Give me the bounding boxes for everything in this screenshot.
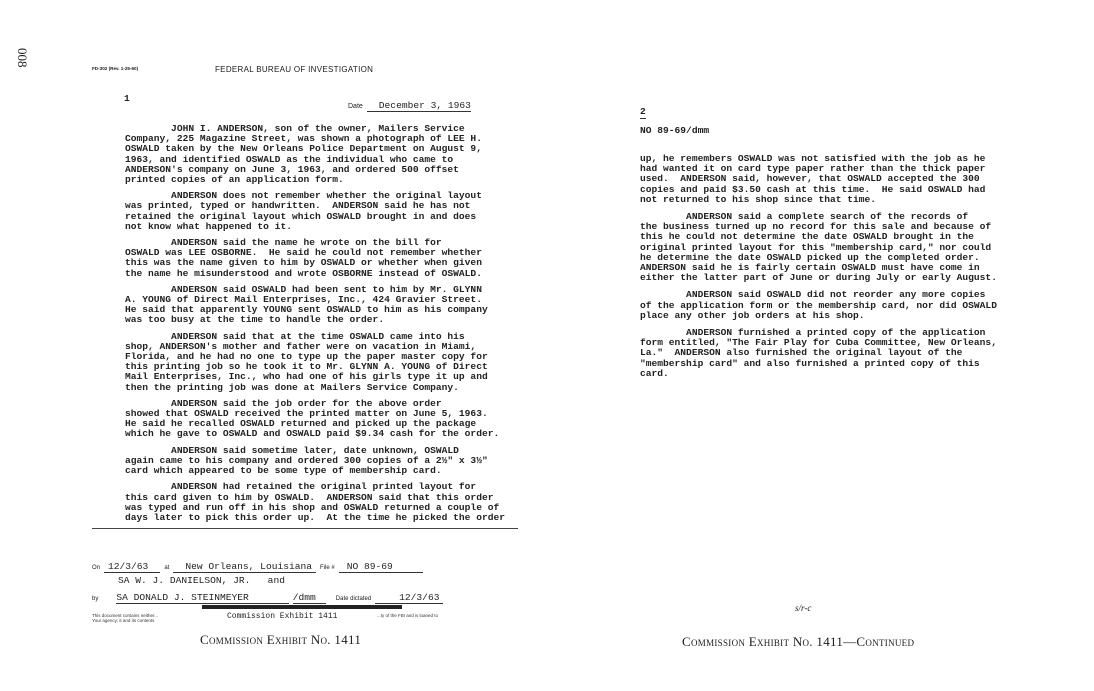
on-value: 12/3/63	[104, 561, 160, 573]
text-line: JOHN I. ANDERSON, son of the owner, Mailers Service	[125, 123, 465, 134]
text-line: ANDERSON said he is fairly certain OSWALD must have come in	[640, 262, 980, 274]
text-line: OSWALD was LEE OSBORNE. He said he could not remember whether	[125, 247, 482, 259]
on-label: On	[92, 565, 101, 571]
text-line: showed that OSWALD received the printed matter on June 5, 1963.	[125, 408, 488, 420]
text-line: he determine the date OSWALD picked up the completed order.	[640, 251, 980, 263]
text-line: this printing job so he took it to Mr. GLYNN A. YOUNG of Direct	[125, 361, 488, 373]
text-line: this he could not determine the date OSWALD brought in the	[640, 231, 974, 243]
file-value: NO 89-69	[339, 561, 423, 573]
text-line: was printed, typed or handwritten. ANDERSON said he has not	[125, 200, 471, 212]
dictated-value: 12/3/63	[375, 592, 443, 604]
paragraph	[125, 399, 505, 440]
text-line: card which appeared to be some type of membership card.	[125, 465, 442, 477]
left-body	[125, 124, 505, 529]
text-line: ANDERSON said a complete search of the records of	[640, 211, 969, 223]
text-line: ANDERSON said sometime later, date unknown, OSWALD	[125, 444, 459, 456]
text-line: ANDERSON said OSWALD had been sent to him by Mr. GLYNN	[125, 283, 482, 295]
file-label: File #	[320, 565, 335, 571]
paragraph	[125, 332, 505, 393]
by-label: by	[92, 595, 99, 602]
right-body	[640, 154, 997, 386]
paragraph	[640, 290, 997, 321]
text-line: copies and paid $3.50 cash at this time. He said OSWALD had	[640, 183, 986, 195]
text-line: shop, ANDERSON's mother and father were on vacation in Miami,	[125, 340, 477, 352]
text-line: either the latter part of June or during July or early August.	[640, 272, 997, 284]
paragraph	[125, 285, 505, 326]
text-line: was typed and run off in his shop and OSWALD returned a couple of	[125, 501, 500, 513]
text-line: Company, 225 Magazine Street, was shown a photograph of LEE H.	[125, 133, 482, 145]
text-line: retained the original layout which OSWALD brought in and does	[125, 210, 477, 222]
text-line: days later to pick this order up. At the time he picked the order	[125, 511, 505, 523]
disclaimer-right: ...ty of the FBI and is loaned to	[377, 612, 439, 618]
page-number-1: 1	[124, 93, 130, 104]
text-line: He said he recalled OSWALD returned and picked up the package	[125, 418, 477, 430]
text-line: of the application form or the membership card, nor did OSWALD	[640, 299, 997, 311]
text-line: ANDERSON had retained the original printed layout for	[125, 481, 477, 493]
text-line: up, he remembers OSWALD was not satisfied with the job as he	[640, 153, 986, 164]
paragraph	[640, 154, 997, 205]
text-line: "membership card" and also furnished a printed copy of this	[640, 357, 980, 369]
footer-rule	[92, 528, 518, 529]
text-line: the name he misunderstood and wrote OSBORNE instead of OSWALD.	[125, 267, 482, 279]
report-footer	[92, 556, 522, 627]
commission-stamp: Commission Exhibit 1411	[227, 611, 338, 621]
text-line: ANDERSON said the name he wrote on the bill for	[125, 237, 442, 249]
text-line: again came to his company and ordered 300 copies of a 2½" x 3½"	[125, 454, 488, 466]
text-line: this card given to him by OSWALD. ANDERSON said that this order	[125, 491, 494, 503]
text-line: Mail Enterprises, Inc., who had one of his girls type it up and	[125, 371, 488, 383]
agency-header: FEDERAL BUREAU OF INVESTIGATION	[215, 65, 374, 74]
text-line: ANDERSON does not remember whether the original layout	[125, 190, 482, 202]
text-line: place any other job orders at his shop.	[640, 309, 865, 321]
text-line: form entitled, "The Fair Play for Cuba Committee, New Orleans,	[640, 337, 997, 349]
file-reference: NO 89-69/dmm	[640, 125, 710, 136]
disclaimer-left: This document contains neither... Your agency; it and its contents	[92, 612, 159, 623]
paragraph	[125, 482, 505, 523]
text-line: ANDERSON said the job order for the above order	[125, 397, 442, 409]
paragraph	[125, 238, 505, 279]
text-line: which he gave to OSWALD and OSWALD paid $9.34 cash for the order.	[125, 428, 500, 440]
text-line: not returned to his shop since that time.	[640, 193, 877, 205]
text-line: La." ANDERSON also furnished the original layout of the	[640, 347, 963, 359]
at-label: at	[164, 565, 170, 571]
date-line	[348, 95, 471, 113]
at-value: New Orleans, Louisiana	[173, 561, 316, 573]
handwritten-initials: s/r-c	[795, 603, 812, 613]
text-line: this was the name given to him by OSWALD or whether when given	[125, 257, 482, 269]
date-value: December 3, 1963	[367, 100, 471, 112]
text-line: then the printing job was done at Mailers Service Company.	[125, 381, 459, 393]
text-line: 1963, and identified OSWALD as the individual who came to	[125, 153, 454, 165]
form-number: FD-302 (Rev. 1-25-60)	[92, 66, 139, 71]
agent-1: SA W. J. DANIELSON, JR. and	[118, 575, 285, 586]
paragraph	[640, 212, 997, 283]
paragraph	[125, 446, 505, 477]
right-caption: Commission Exhibit No. 1411—Continued	[682, 634, 915, 649]
paragraph	[125, 124, 505, 185]
text-line: A. YOUNG of Direct Mail Enterprises, Inc., 424 Gravier Street.	[125, 294, 482, 306]
date-label: Date	[348, 103, 363, 110]
text-line: had wanted it on card type paper rather than the thick paper	[640, 163, 986, 175]
text-line: the business turned up no record for this sale and because of	[640, 221, 992, 233]
typist-initials: /dmm	[293, 592, 326, 604]
text-line: not know what happened to it.	[125, 220, 292, 232]
text-line: card.	[640, 367, 669, 379]
text-line: original printed layout for this "membership card," nor could	[640, 241, 992, 253]
text-line: ANDERSON said that at the time OSWALD came into his	[125, 330, 465, 342]
redaction-bar	[202, 605, 402, 609]
agent-2: SA DONALD J. STEINMEYER	[116, 592, 288, 604]
text-line: ANDERSON furnished a printed copy of the application	[640, 327, 986, 339]
margin-page-number: 008	[15, 48, 30, 68]
text-line: ANDERSON's company on June 3, 1963, and ordered 500 offset	[125, 163, 459, 175]
page-number-2: 2	[640, 106, 646, 117]
text-line: OSWALD taken by the New Orleans Police Department on August 9,	[125, 143, 482, 155]
left-caption: Commission Exhibit No. 1411	[200, 632, 362, 647]
text-line: Florida, and he had no one to type up the paper master copy for	[125, 351, 488, 363]
paragraph	[640, 328, 997, 379]
text-line: used. ANDERSON said, however, that OSWALD accepted the 300	[640, 173, 980, 185]
text-line: was too busy at the time to handle the order.	[125, 314, 385, 326]
text-line: ANDERSON said OSWALD did not reorder any more copies	[640, 289, 986, 301]
text-line: He said that apparently YOUNG sent OSWALD to him as his company	[125, 304, 488, 316]
paragraph	[125, 191, 505, 232]
text-line: printed copies of an application form.	[125, 174, 344, 186]
dictated-label: Date dictated	[335, 595, 372, 602]
